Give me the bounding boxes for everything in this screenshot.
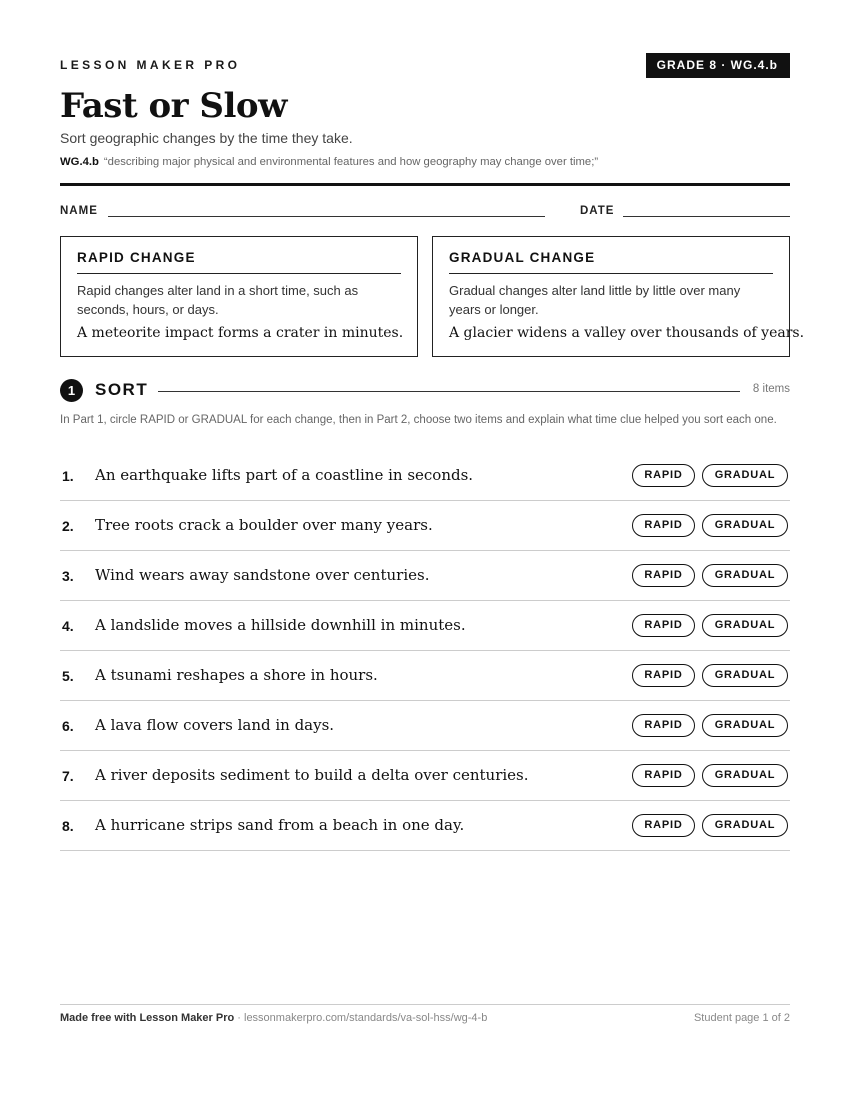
footer-credit — [60, 1012, 487, 1024]
gradual-option[interactable]: GRADUAL — [702, 564, 788, 587]
section-title: SORT — [95, 380, 149, 399]
gradual-option[interactable]: GRADUAL — [702, 714, 788, 737]
footer-url[interactable]: lessonmakerpro.com/standards/va-sol-hss/wg-4-b — [244, 1012, 488, 1024]
rapid-change-box — [60, 236, 418, 357]
item-text: A river deposits sediment to build a delta over centuries. — [95, 766, 529, 784]
gradual-option[interactable]: GRADUAL — [702, 764, 788, 787]
rapid-option[interactable]: RAPID — [632, 464, 695, 487]
item-number: 1. — [62, 468, 74, 484]
item-number: 6. — [62, 718, 74, 734]
list-item — [60, 501, 790, 551]
page-indicator: Student page 1 of 2 — [693, 1012, 790, 1024]
gradual-change-example: A glacier widens a valley over thousands of years. — [449, 325, 805, 341]
rapid-option[interactable]: RAPID — [632, 664, 695, 687]
rapid-option[interactable]: RAPID — [632, 714, 695, 737]
list-item — [60, 751, 790, 801]
gradual-change-box — [432, 236, 805, 357]
section-number-badge: 1 — [60, 379, 83, 402]
item-text: Tree roots crack a boulder over many years. — [95, 516, 433, 534]
rapid-change-description: Rapid changes alter land in a short time, such as seconds, hours, or days. — [77, 283, 359, 317]
page-subtitle: Sort geographic changes by the time they take. — [60, 130, 353, 146]
item-text: Wind wears away sandstone over centuries. — [95, 566, 430, 584]
list-item — [60, 701, 790, 751]
rapid-option[interactable]: RAPID — [632, 764, 695, 787]
grade-badge: GRADE 8 · WG.4.b — [646, 53, 790, 78]
standard-line — [60, 156, 598, 168]
date-field[interactable] — [623, 216, 790, 217]
gradual-option[interactable]: GRADUAL — [702, 614, 788, 637]
header-divider — [60, 183, 790, 186]
date-label: DATE — [580, 205, 615, 217]
item-list — [60, 451, 790, 851]
rapid-option[interactable]: RAPID — [632, 564, 695, 587]
rapid-option[interactable]: RAPID — [632, 614, 695, 637]
list-item — [60, 651, 790, 701]
footer-brand: Made free with Lesson Maker Pro — [60, 1012, 235, 1024]
rapid-change-example: A meteorite impact forms a crater in minutes. — [77, 325, 404, 341]
item-number: 4. — [62, 618, 74, 634]
gradual-option[interactable]: GRADUAL — [702, 464, 788, 487]
list-item — [60, 551, 790, 601]
worksheet-page — [60, 0, 805, 1100]
item-text: A landslide moves a hillside downhill in minutes. — [95, 616, 466, 634]
item-text: A lava flow covers land in days. — [95, 716, 335, 734]
name-field[interactable] — [108, 216, 545, 217]
item-text: An earthquake lifts part of a coastline in seconds. — [95, 466, 474, 484]
gradual-change-title: GRADUAL CHANGE — [449, 250, 773, 274]
rapid-change-title: RAPID CHANGE — [77, 250, 401, 274]
list-item — [60, 601, 790, 651]
gradual-option[interactable]: GRADUAL — [702, 814, 788, 837]
gradual-change-description: Gradual changes alter land little by little over many years or longer. — [449, 283, 741, 317]
footer-separator: · — [234, 1012, 244, 1024]
brand-name: LESSON MAKER PRO — [60, 58, 241, 72]
item-number: 8. — [62, 818, 74, 834]
item-text: A tsunami reshapes a shore in hours. — [95, 666, 378, 684]
item-number: 7. — [62, 768, 74, 784]
item-count: 8 items — [752, 383, 790, 395]
item-text: A hurricane strips sand from a beach in one day. — [95, 816, 465, 834]
item-number: 3. — [62, 568, 74, 584]
name-label: NAME — [60, 205, 98, 217]
instructions: In Part 1, circle RAPID or GRADUAL for each change, then in Part 2, choose two items and explain what time clue helped you sort each one. — [60, 414, 777, 426]
gradual-option[interactable]: GRADUAL — [702, 514, 788, 537]
page-title: Fast or Slow — [60, 86, 287, 126]
item-number: 5. — [62, 668, 74, 684]
standard-code: WG.4.b — [60, 156, 99, 168]
rapid-option[interactable]: RAPID — [632, 814, 695, 837]
rapid-option[interactable]: RAPID — [632, 514, 695, 537]
list-item — [60, 801, 790, 851]
item-number: 2. — [62, 518, 74, 534]
standard-text: “describing major physical and environmental features and how geography may change over time;” — [103, 156, 599, 168]
list-item — [60, 451, 790, 501]
section-divider — [158, 391, 740, 392]
gradual-option[interactable]: GRADUAL — [702, 664, 788, 687]
footer-divider — [60, 1004, 790, 1005]
